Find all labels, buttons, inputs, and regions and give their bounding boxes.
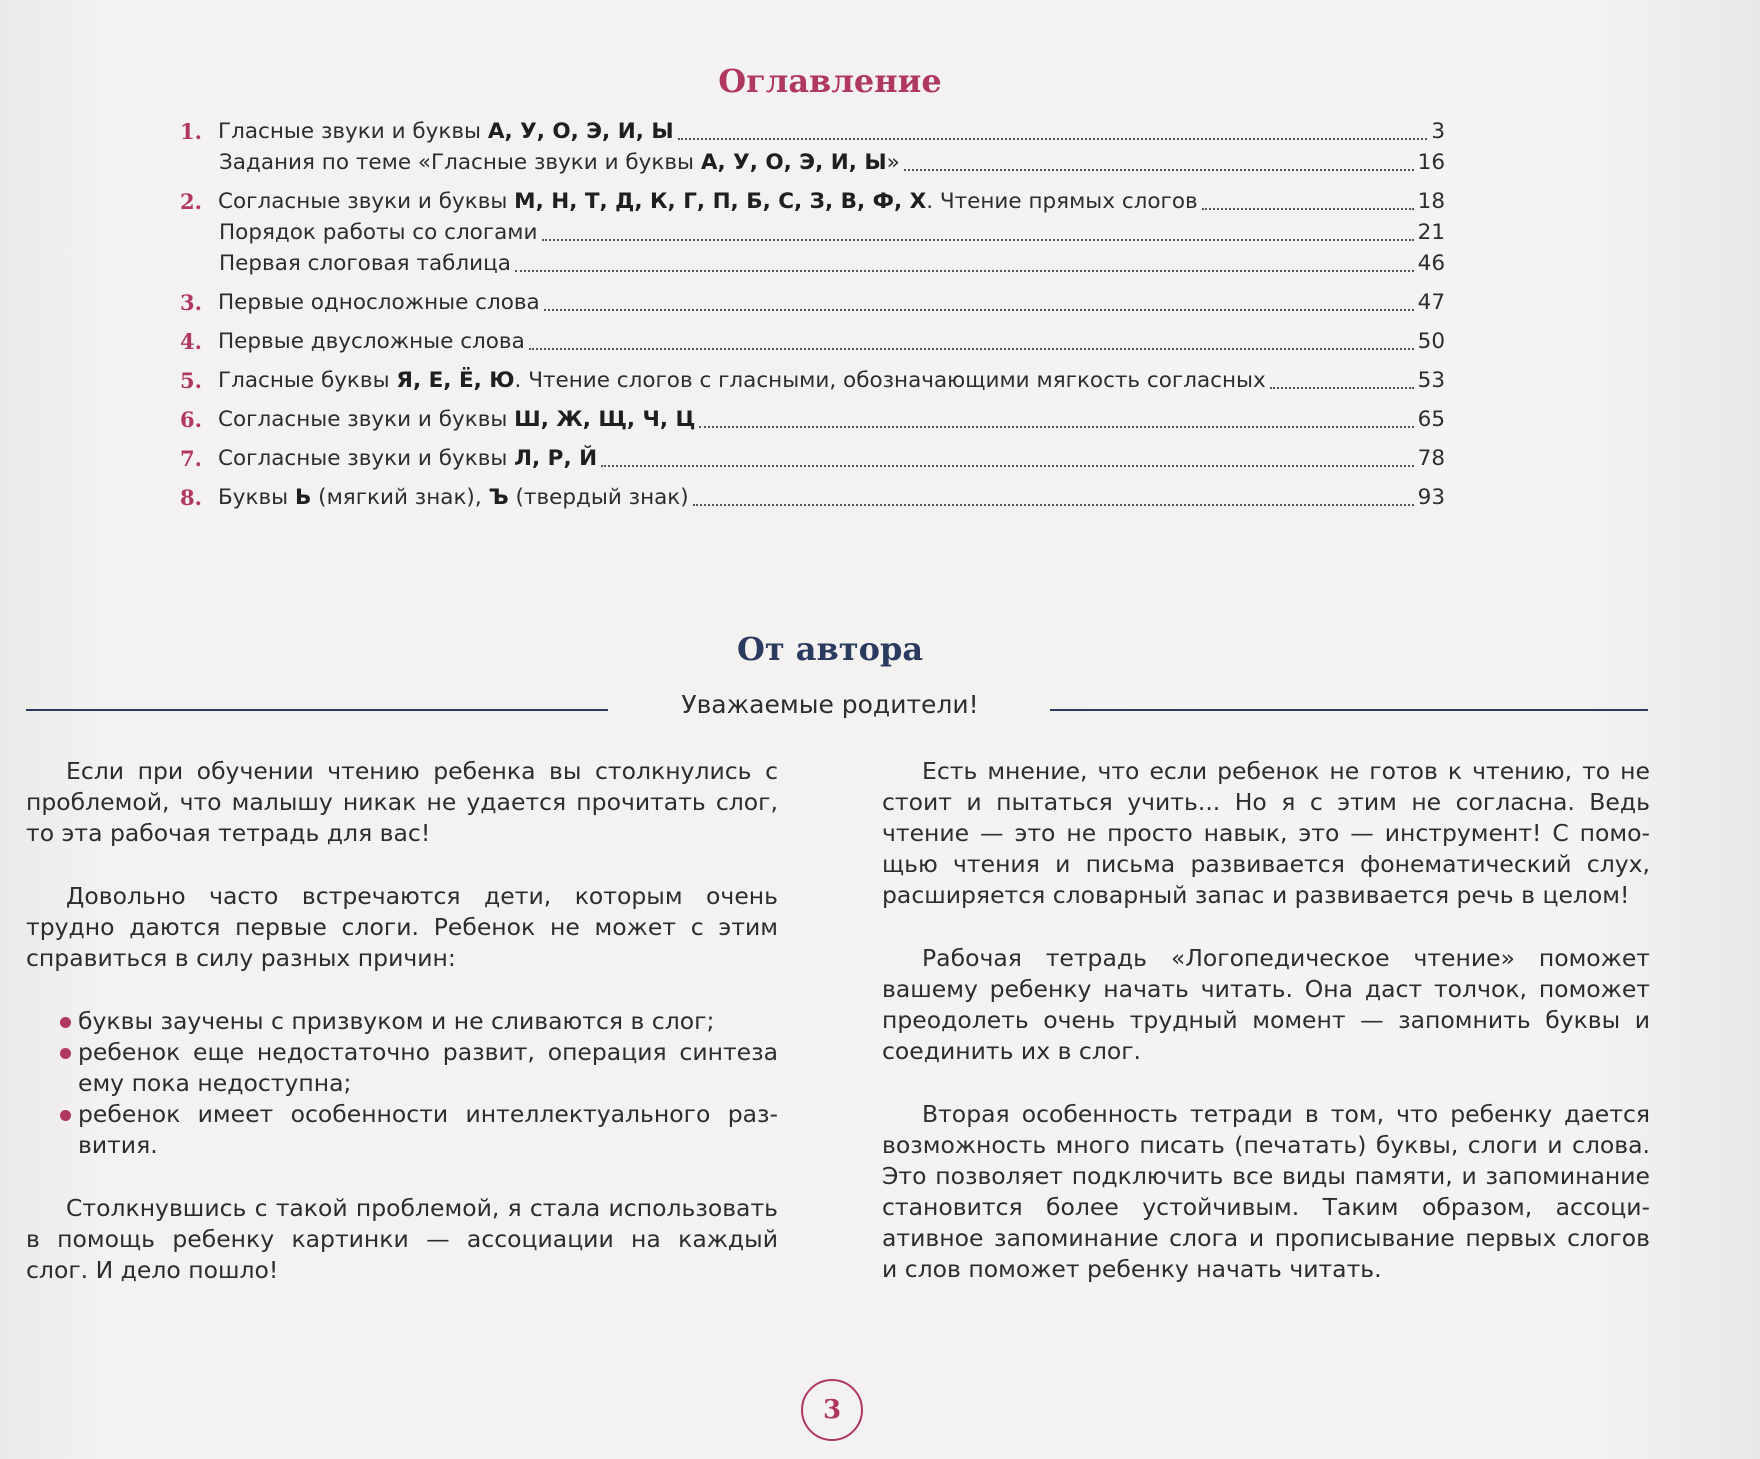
toc-entry[interactable] xyxy=(180,145,1445,177)
list-item: ребенок еще недостаточно развит, операция синтеза ему пока недоступна; xyxy=(78,1037,778,1099)
toc-entry-number: 6. xyxy=(180,407,202,432)
paragraph: Есть мнение, что если ребенок не готов к чтению, то не стоит и пытаться учить... Но я с этим не согласна. Ведь чтение — это не просто навык, это — инструмент! С помощью чтения и письма развивается фонематический слух, расширяется словарный запас и развивается речь в целом! xyxy=(882,757,1650,909)
toc-leader-dots xyxy=(904,169,1414,171)
toc-entry-number: 3. xyxy=(180,290,202,315)
toc-leader-dots xyxy=(1202,208,1414,210)
list-item: ребенок имеет особенности интеллектуального развития. xyxy=(78,1099,778,1161)
toc-entry-page: 50 xyxy=(1417,329,1445,354)
toc-entry[interactable] xyxy=(180,215,1445,247)
toc-entry-title: Первые односложные слова xyxy=(218,290,540,315)
bullet-icon xyxy=(60,1017,71,1028)
left-text-column xyxy=(26,756,778,1286)
toc-entry[interactable] xyxy=(180,285,1445,317)
right-text-column xyxy=(882,756,1650,1285)
toc-entry-number: 8. xyxy=(180,485,202,510)
toc-leader-dots xyxy=(601,465,1414,467)
toc-entry-page: 47 xyxy=(1417,290,1445,315)
bullet-icon xyxy=(60,1110,71,1121)
paragraph: Вторая особенность тетради в том, что ребенку дается возможность много писать (печатать) буквы, слоги и слова. Это позволяет подключить все виды памяти, и запоминание становится более устойчивым. Таким образом, ассоциативное запоминание слога и прописывание первых слогов и слов поможет ребенку начать читать. xyxy=(882,1100,1650,1283)
toc-entry-page: 18 xyxy=(1417,189,1445,214)
toc-entry-title: Первая слоговая таблица xyxy=(219,251,511,276)
toc-entry[interactable] xyxy=(180,441,1445,473)
toc-entry-page: 53 xyxy=(1417,368,1445,393)
paragraph: Столкнувшись с такой проблемой, я стала использовать в помощь ребенку картинки — ассоциации на каждый слог. И дело пошло! xyxy=(26,1194,778,1284)
toc-title: Оглавление xyxy=(718,62,942,100)
author-section-title: От автора xyxy=(736,630,924,668)
toc-entry-number: 5. xyxy=(180,368,202,393)
toc-entry-title: Буквы Ь (мягкий знак), Ъ (твердый знак) xyxy=(218,485,689,510)
paragraph: Рабочая тетрадь «Логопедическое чтение» поможет вашему ребенку начать читать. Она даст толчок, поможет преодолеть очень трудный момент — запомнить буквы и соединить их в слог. xyxy=(882,944,1650,1065)
toc-entry[interactable] xyxy=(180,480,1445,512)
toc-entry-page: 46 xyxy=(1417,251,1445,276)
toc-entry[interactable] xyxy=(180,402,1445,434)
toc-entry[interactable] xyxy=(180,246,1445,278)
toc-entry-page: 21 xyxy=(1417,220,1445,245)
toc-entry[interactable] xyxy=(180,184,1445,216)
toc-leader-dots xyxy=(678,138,1428,140)
toc-entry-title: Согласные звуки и буквы М, Н, Т, Д, К, Г, П, Б, С, З, В, Ф, Х. Чтение прямых слогов xyxy=(218,189,1198,214)
toc-entry-title: Первые двусложные слова xyxy=(218,329,525,354)
reasons-list xyxy=(26,1006,778,1161)
toc-entry-number: 7. xyxy=(180,446,202,471)
toc-entry-number: 4. xyxy=(180,329,202,354)
toc-leader-dots xyxy=(515,270,1414,272)
greeting-divider-right xyxy=(1050,709,1648,711)
toc-entry-title: Порядок работы со слогами xyxy=(219,220,538,245)
toc-entry-page: 78 xyxy=(1417,446,1445,471)
toc-entry-title: Гласные буквы Я, Е, Ё, Ю. Чтение слогов с гласными, обозначающими мягкость согласных xyxy=(218,368,1266,393)
page-number-badge: 3 xyxy=(801,1379,863,1441)
toc-leader-dots xyxy=(529,348,1414,350)
toc-entry-page: 65 xyxy=(1417,407,1445,432)
toc-leader-dots xyxy=(693,504,1414,506)
list-item: буквы заучены с призвуком и не сливаются в слог; xyxy=(78,1006,778,1037)
toc-entry-title: Гласные звуки и буквы А, У, О, Э, И, Ы xyxy=(218,119,674,144)
paragraph: Если при обучении чтению ребенка вы столкнулись с проблемой, что малышу никак не удается прочитать слог, то эта рабочая тетрадь для вас! xyxy=(26,757,778,847)
toc-leader-dots xyxy=(1270,387,1414,389)
toc-entry-title: Задания по теме «Гласные звуки и буквы А, У, О, Э, И, Ы» xyxy=(219,150,900,175)
toc-leader-dots xyxy=(544,309,1414,311)
toc-entry-title: Согласные звуки и буквы Л, Р, Й xyxy=(218,446,598,471)
bullet-icon xyxy=(60,1048,71,1059)
greeting-divider-left xyxy=(26,709,608,711)
paragraph: Довольно часто встречаются дети, которым очень трудно даются первые слоги. Ребенок не может с этим справиться в силу разных причин: xyxy=(26,882,778,972)
toc-leader-dots xyxy=(542,239,1414,241)
toc-entry-page: 16 xyxy=(1417,150,1445,175)
toc-entry[interactable] xyxy=(180,324,1445,356)
toc-entry[interactable] xyxy=(180,363,1445,395)
toc-entry-number: 2. xyxy=(180,189,202,214)
toc-entry[interactable] xyxy=(180,114,1445,146)
toc-leader-dots xyxy=(699,426,1413,428)
toc-entry-number: 1. xyxy=(180,119,202,144)
greeting: Уважаемые родители! xyxy=(681,690,979,719)
toc-entry-page: 3 xyxy=(1431,119,1445,144)
toc-entry-title: Согласные звуки и буквы Ш, Ж, Щ, Ч, Ц xyxy=(218,407,696,432)
toc-entry-page: 93 xyxy=(1417,485,1445,510)
